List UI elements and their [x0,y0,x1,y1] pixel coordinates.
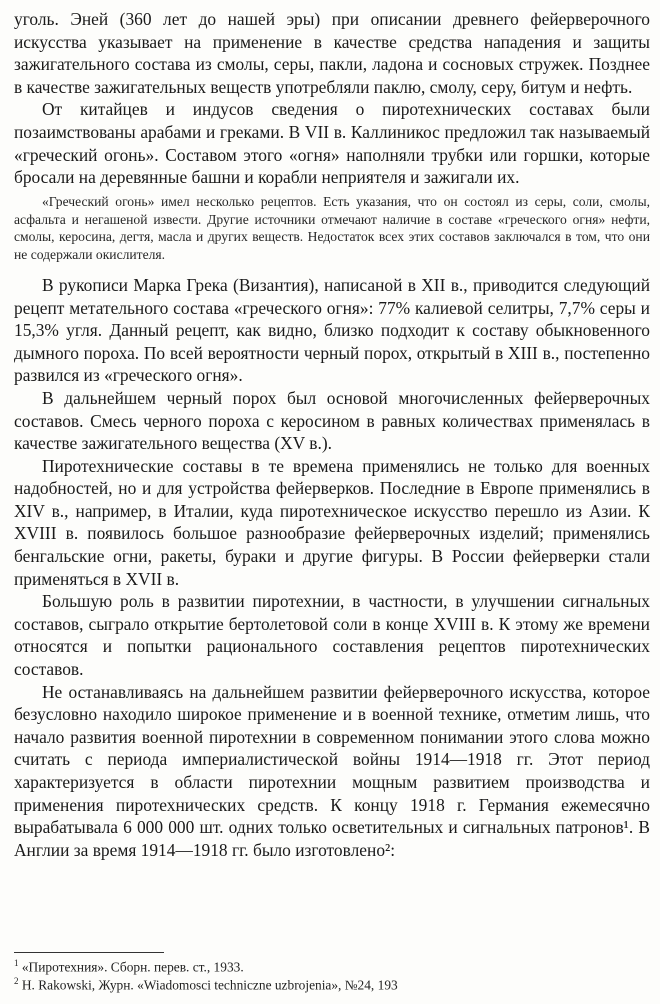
footnote-mark: 1 [14,958,19,968]
footnote-2 [14,973,652,993]
footnote-mark: 2 [14,976,19,986]
paragraph-berthollet-salt: Большую роль в развитии пиротехнии, в частности, в улучшении сигнальных составов, сыграло открытие бертолетовой соли в конце XVIII в. К этому же времени относятся и попытки рационального составления рецептов пиротехнических составов. [14,591,650,680]
paragraph-fireworks: Пиротехнические составы в те времена применялись не только для военных надобностей, но и для устройства фейерверков. Последние в Европе применялись в XIV в., например, в Италии, куда пиротехническое искусство перешло из Азии. К XVIII в. появилось большое разнообразие фейерверочных изделий; применялись бенгальские огни, ракеты, бураки и другие фигуры. В России фейерверки стали применяться в XVII в. [14,455,650,589]
paragraph-greek-fire: От китайцев и индусов сведения о пиротехнических составах были позаимствованы арабами и греками. В VII в. Каллиникос предложил так называемый «греческий огонь». Составом этого «огня» наполняли трубки или горшки, которые бросали на деревянные башни и корабли неприятеля и зажигали их. [14,99,650,188]
footnote-rule [14,952,164,953]
footnote-text: «Пиротехния». Сборн. перев. ст., 1933. [21,959,244,975]
paragraph-military-pyrotechnics: Не останавливаясь на дальнейшем развитии фейерверочного искусства, которое безусловно находило широкое применение и в военной технике, отметим лишь, что начало развития военной пиротехнии в современном понимании этого слова можно считать с периода империалистической войны 1914—1918 гг. Этот период характеризуется в области пиротехнии мощным развитием производства и применения пиротехнических средств. К концу 1918 г. Германия ежемесячно вырабатывала 6 000 000 шт. одних только осветительных и сигнальных патронов¹. В Англии за время 1914—1918 гг. было изготовлено²: [14,681,650,860]
paragraph-black-powder: В дальнейшем черный порох был основой многочисленных фейерверочных составов. Смесь черного пороха с керосином в равных количествах применялась в качестве зажигательного вещества (XV в.). [14,387,650,454]
note-greek-fire-recipes: «Греческий огонь» имел несколько рецептов. Есть указания, что он состоял из серы, соли, смолы, асфальта и негашеной извести. Другие источники отмечают наличие в составе «греческого огня» нефти, смолы, керосина, дегтя, масла и других веществ. Недостаток всех этих составов заключался в том, что они не содержали окислителя. [14,193,650,263]
paragraph-mark-greek: В рукописи Марка Грека (Византия), написаной в XII в., приводится следующий рецепт метательного состава «греческого огня»: 77% калиевой селитры, 7,7% серы и 15,3% угля. Данный рецепт, как видно, близко подходит к составу обыкновенного дымного пороха. По всей вероятности черный порох, открытый в XIII в., постепенно развился из «греческого огня». [14,274,650,386]
footnote-text: H. Rakowski, Журн. «Wiadomosci techniczne uzbrojenia», №24, 193 [21,977,398,993]
paragraph-aeneas: уголь. Эней (360 лет до нашей эры) при описании древнего фейерверочного искусства указывает на применение в качестве средства нападения и защиты зажигательного состава из смолы, серы, пакли, ладона и сосновых стружек. Позднее в качестве зажигательных веществ употребляли паклю, смолу, серу, битум и нефть. [14,9,650,97]
